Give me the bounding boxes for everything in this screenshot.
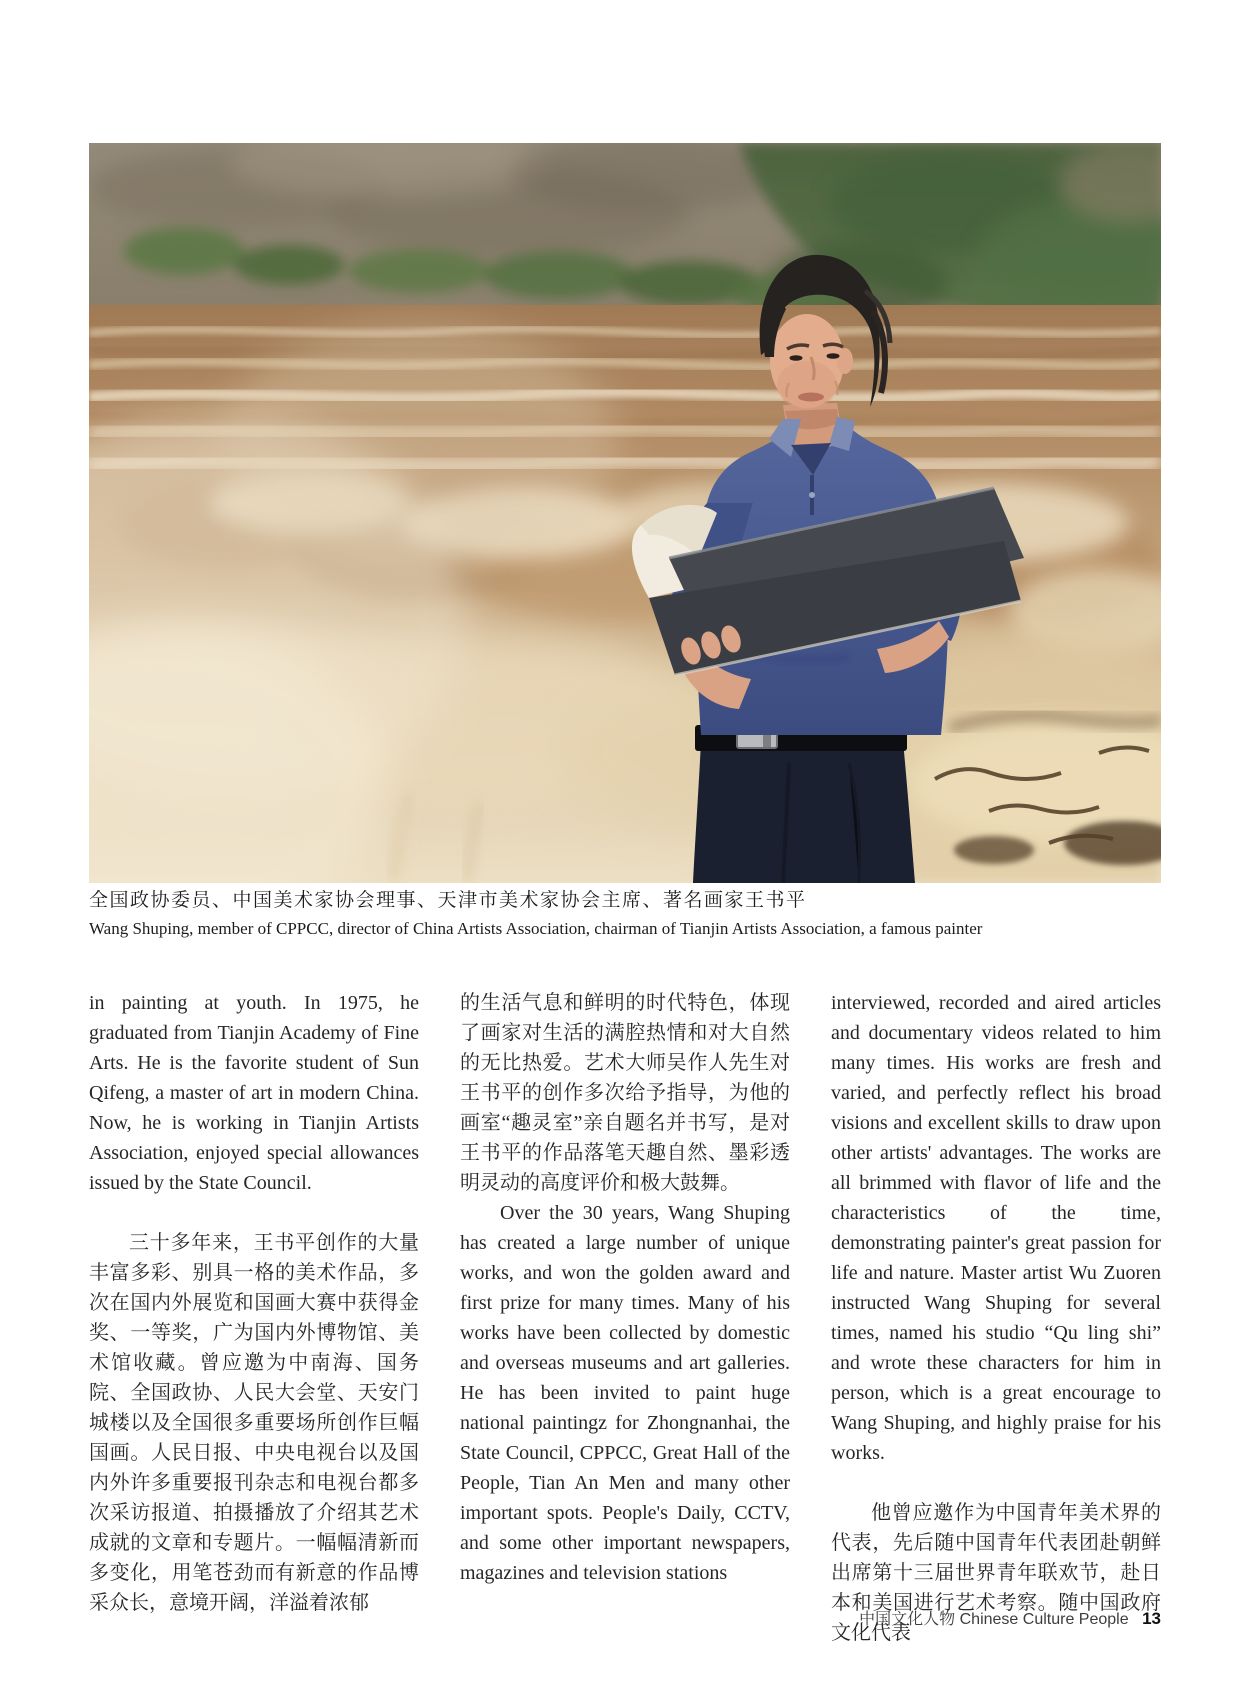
photo-caption-block xyxy=(89,889,1161,940)
photo-caption-chinese: 全国政协委员、中国美术家协会理事、天津市美术家协会主席、著名画家王书平 xyxy=(89,890,807,911)
journal-name-english: Chinese Culture People xyxy=(959,1611,1129,1628)
trousers xyxy=(693,741,915,883)
body-paragraph: 他曾应邀作为中国青年美术界的代表，先后随中国青年代表团赴朝鲜出席第十三届世界青年联欢节，赴日本和美国进行艺术考察。随中国政府文化代表 xyxy=(831,1502,1161,1644)
mouth xyxy=(798,393,824,402)
body-paragraph: 三十多年来，王书平创作的大量丰富多彩、别具一格的美术作品，多次在国内外展览和国画大赛中获得金奖、一等奖，广为国内外博物馆、美术馆收藏。曾应邀为中南海、国务院、全国政协、人民大会堂、天安门城楼以及全国很多重要场所创作巨幅国画。人民日报、中央电视台以及国内外许多重要报刊杂志和电视台都多次采访报道、拍摄播放了介绍其艺术成就的文章和专题片。一幅幅清新而多变化，用笔苍劲而有新意的作品博采众长，意境开阔，洋溢着浓郁 xyxy=(89,1232,419,1614)
body-paragraph: interviewed, recorded and aired articles and documentary videos related to him many times. His works are fresh and varied, and perfectly reflect his broad visions and excellent skills to draw upon other artists' advantages. The works are all brimmed with flavor of life and the characteristics of the time, demonstrating painter's great passion for life and nature. Master artist Wu Zuoren instructed Wang Shuping for several times, named his studio “Qu ling shi” and wrote these characters for him in person, which is a great encourage to Wang Shuping, and highly praise for his works. xyxy=(831,992,1161,1464)
page-number: 13 xyxy=(1142,1609,1161,1628)
page-footer xyxy=(89,1606,1161,1629)
body-paragraph: in painting at youth. In 1975, he graduated from Tianjin Academy of Fine Arts. He is the favorite student of Sun Qifeng, a master of art in modern China. Now, he is working in Tianjin Artists Association, enjoyed special allowances issued by the State Council. xyxy=(89,992,419,1194)
body-paragraph: Over the 30 years, Wang Shuping has created a large number of unique works, and won the golden award and first prize for many times. Many of his works have been collected by domestic and overseas museums and art galleries. He has been invited to paint huge national paintingz for Zhongnanhai, the State Council, CPPCC, Great Hall of the People, Tian An Men and many other important spots. People's Daily, CCTV, and some other important newspapers, magazines and television stations xyxy=(460,1202,790,1584)
journal-name-chinese: 中国文化人物 xyxy=(859,1611,956,1628)
photo-caption-english: Wang Shuping, member of CPPCC, director of China Artists Association, chairman of Tianjin Artists Association, a famous painter xyxy=(89,919,983,938)
text-column-1 xyxy=(89,988,419,1648)
wang-shuping-photo xyxy=(89,143,1161,883)
right-eye xyxy=(827,353,840,359)
left-eye xyxy=(790,355,803,361)
body-paragraph: 的生活气息和鲜明的时代特色，体现了画家对生活的满腔热情和对大自然的无比热爱。艺术大师吴作人先生对王书平的创作多次给予指导，为他的画室“趣灵室”亲自题名并书写，是对王书平的作品落笔天趣自然、墨彩透明灵动的高度评价和极大鼓舞。 xyxy=(460,992,790,1194)
text-column-3 xyxy=(831,988,1161,1648)
article-body xyxy=(89,988,1161,1648)
text-column-2 xyxy=(460,988,790,1648)
river-scene-illustration xyxy=(89,143,1161,883)
